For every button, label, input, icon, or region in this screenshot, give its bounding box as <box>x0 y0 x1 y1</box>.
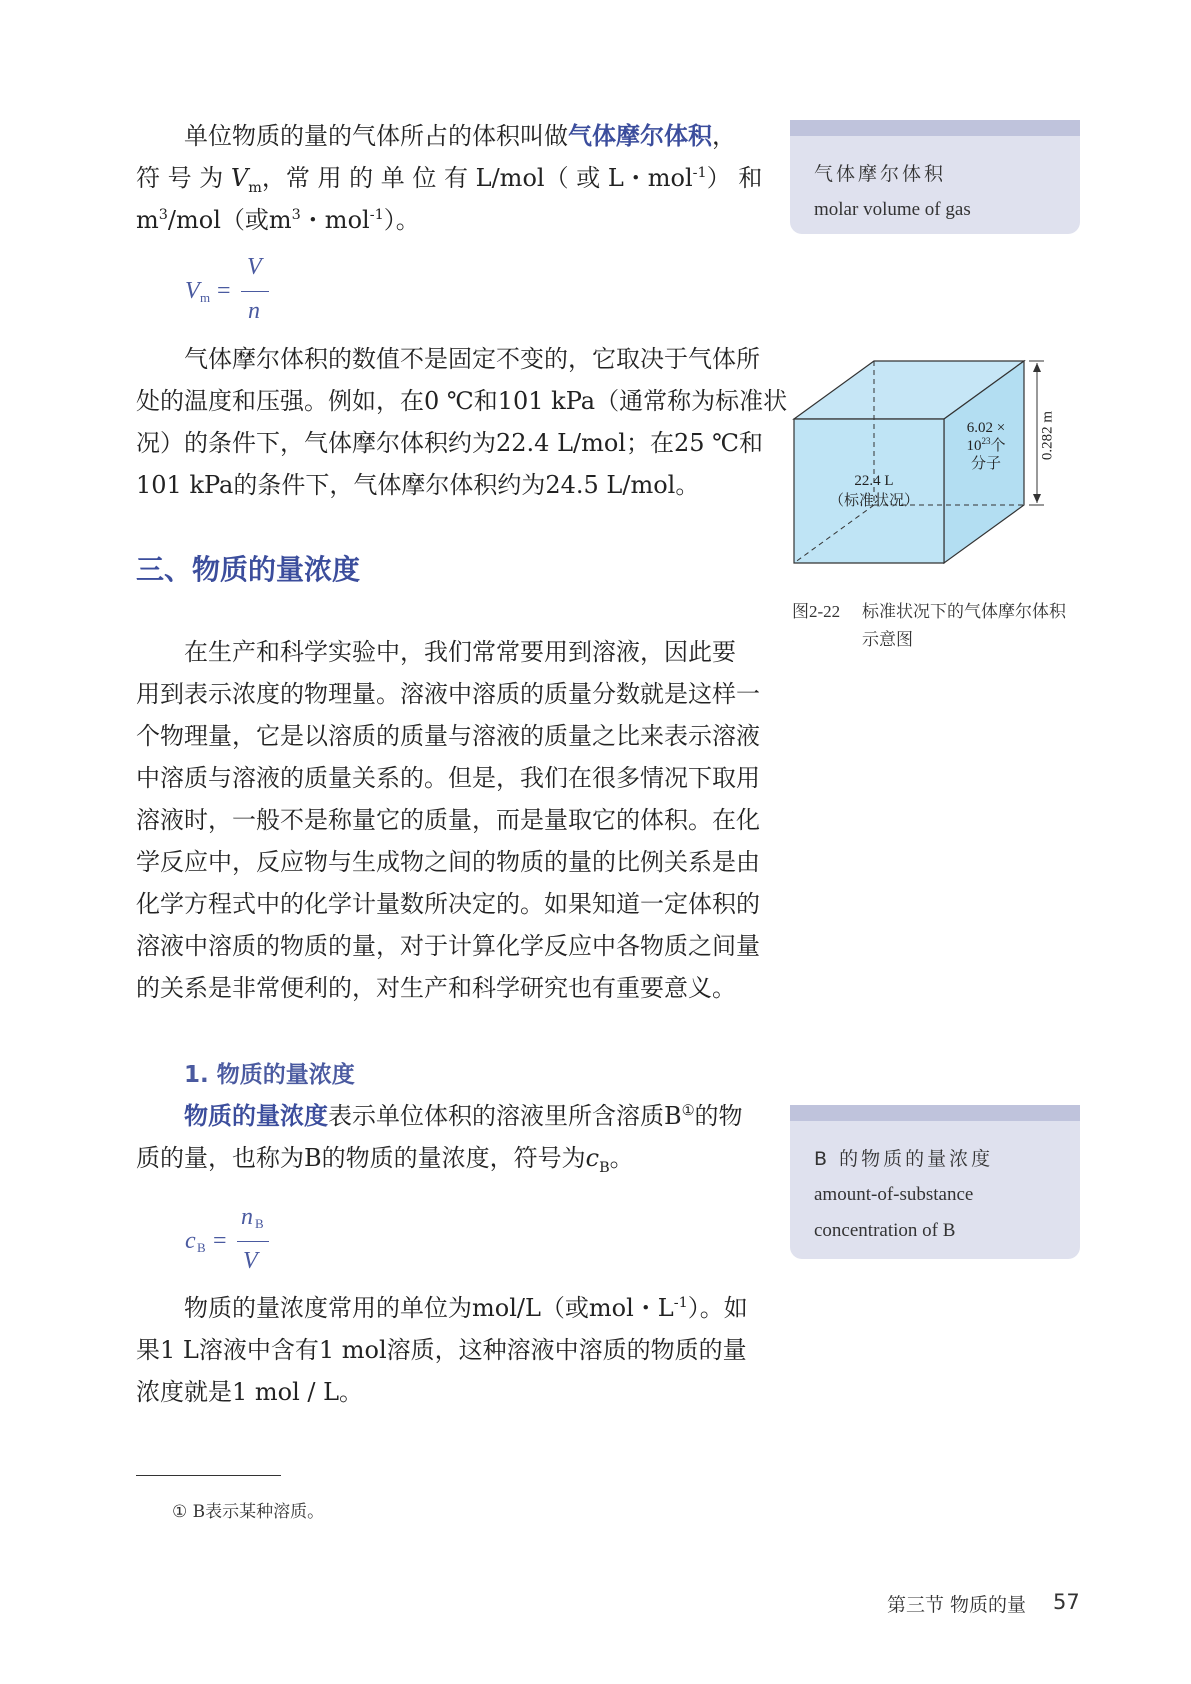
count-text: 6.02 × <box>966 420 1006 436</box>
superscript: 3 <box>291 207 301 223</box>
note-term-en: molar volume of gas <box>814 199 971 220</box>
figure-caption <box>792 598 1092 654</box>
keyword-molar-volume: 气体摩尔体积 <box>568 122 712 150</box>
note-term-en: concentration of B <box>814 1220 956 1241</box>
formula-denominator: V <box>243 1248 258 1274</box>
count-unit: 个 <box>990 438 1006 454</box>
note-header-bar <box>790 1105 1080 1121</box>
subscript: B <box>599 1159 610 1176</box>
figure-cube <box>790 355 1070 585</box>
text-span: ） 和 <box>706 164 763 192</box>
dimension-arrow <box>1033 363 1041 372</box>
text-span: 单位物质的量的气体所占的体积叫做 <box>184 122 568 150</box>
formula-lhs: V <box>185 278 200 304</box>
text-span: 表示单位体积的溶液里所含溶质B <box>328 1102 682 1130</box>
formula-numerator: n <box>241 1204 253 1230</box>
text-line: 个物理量，它是以溶质的质量与溶液的质量之比来表示溶液 <box>136 722 760 750</box>
running-footer: 第三节 物质的量 <box>887 1594 1027 1616</box>
page-number: 57 <box>1053 1590 1080 1614</box>
text-span: 质的量，也称为B的物质的量浓度，符号为 <box>136 1144 586 1172</box>
symbol-V: V <box>230 164 249 192</box>
keyword-concentration: 物质的量浓度 <box>184 1102 328 1130</box>
text-line: 溶液中溶质的物质的量，对于计算化学反应中各物质之间量 <box>136 932 760 960</box>
footnote-marker: ① <box>681 1103 695 1119</box>
count-base: 10 <box>966 438 982 454</box>
volume-value: 22.4 L <box>854 473 894 489</box>
subscript: m <box>248 179 262 196</box>
dimension-arrow <box>1033 494 1041 503</box>
subsection-title: 1. 物质的量浓度 <box>184 1062 355 1088</box>
text-line: 在生产和科学实验中，我们常常要用到溶液，因此要 <box>184 638 736 666</box>
cube-volume-label <box>814 471 934 511</box>
text-span: ，常 用 的 单 位 有 L/mol（ 或 L・mol <box>261 164 693 192</box>
text-span: m <box>136 206 159 234</box>
text-line: 况）的条件下，气体摩尔体积约为22.4 L/mol；在25 ℃和 <box>136 429 763 457</box>
margin-note-molar-volume <box>790 120 1080 234</box>
superscript: -1 <box>673 1295 688 1311</box>
superscript: -1 <box>369 207 384 223</box>
cube-illustration <box>790 355 1070 585</box>
formula-concentration <box>185 1204 285 1274</box>
symbol-c: c <box>585 1144 600 1172</box>
text-span: ）。 <box>383 206 420 234</box>
footnote: ① B表示某种溶质。 <box>172 1502 325 1522</box>
text-line: 溶液时，一般不是称量它的质量，而是量取它的体积。在化 <box>136 806 760 834</box>
text-line: 浓度就是1 mol / L。 <box>136 1378 364 1406</box>
text-span: ・mol <box>300 206 370 234</box>
cube-molecule-count <box>956 419 1016 473</box>
superscript: -1 <box>692 165 707 181</box>
text-span: 。 <box>609 1144 634 1172</box>
text-span: 符 号 为 <box>136 164 231 192</box>
count-exponent: 23 <box>981 436 991 446</box>
text-span: /mol（或m <box>167 206 292 234</box>
text-line: 的关系是非常便利的，对生产和科学研究也有重要意义。 <box>136 974 736 1002</box>
text-span: 的物 <box>694 1102 743 1130</box>
fraction-bar <box>237 1241 269 1242</box>
volume-condition: （标准状况） <box>828 493 919 509</box>
footnote-divider <box>136 1475 281 1476</box>
text-line: 气体摩尔体积的数值不是固定不变的，它取决于气体所 <box>184 345 760 373</box>
formula-equals: = <box>217 278 231 304</box>
formula-equals: = <box>213 1228 227 1254</box>
formula-subscript: B <box>255 1216 264 1231</box>
text-line: 处的温度和压强。例如，在0 ℃和101 kPa（通常称为标准状 <box>136 387 788 415</box>
count-text: 分子 <box>970 456 1001 472</box>
text-line: 学反应中，反应物与生成物之间的物质的量的比例关系是由 <box>136 848 760 876</box>
note-term-en: amount-of-substance <box>814 1184 974 1205</box>
caption-text: 示意图 <box>862 630 913 649</box>
section-title: 三、物质的量浓度 <box>136 553 361 586</box>
text-line: 用到表示浓度的物理量。溶液中溶质的质量分数就是这样一 <box>136 680 760 708</box>
caption-text: 标准状况下的气体摩尔体积 <box>862 602 1066 621</box>
margin-note-concentration <box>790 1105 1080 1259</box>
note-term-zh: B 的物质的量浓度 <box>814 1148 994 1170</box>
formula-subscript: B <box>197 1240 206 1255</box>
text-line: 101 kPa的条件下，气体摩尔体积约为24.5 L/mol。 <box>136 471 700 499</box>
formula-molar-volume <box>185 254 285 324</box>
text-line: 中溶质与溶液的质量关系的。但是，我们在很多情况下取用 <box>136 764 760 792</box>
text-span: ）。如 <box>687 1294 748 1322</box>
text-line: 果1 L溶液中含有1 mol溶质，这种溶液中溶质的物质的量 <box>136 1336 747 1364</box>
formula-subscript: m <box>200 290 211 305</box>
note-header-bar <box>790 120 1080 136</box>
caption-number: 图2-22 <box>792 602 841 621</box>
text-line: 化学方程式中的化学计量数所决定的。如果知道一定体积的 <box>136 890 760 918</box>
formula-numerator: V <box>247 254 262 280</box>
formula-denominator: n <box>248 298 260 324</box>
text-span: ， <box>712 122 736 150</box>
note-term-zh: 气体摩尔体积 <box>814 163 947 185</box>
text-span: 物质的量浓度常用的单位为mol/L（或mol・L <box>184 1294 674 1322</box>
fraction-bar <box>241 291 269 292</box>
cube-edge-label: 0.282 m <box>1040 406 1057 466</box>
formula-lhs: c <box>185 1228 196 1254</box>
superscript: 3 <box>158 207 168 223</box>
